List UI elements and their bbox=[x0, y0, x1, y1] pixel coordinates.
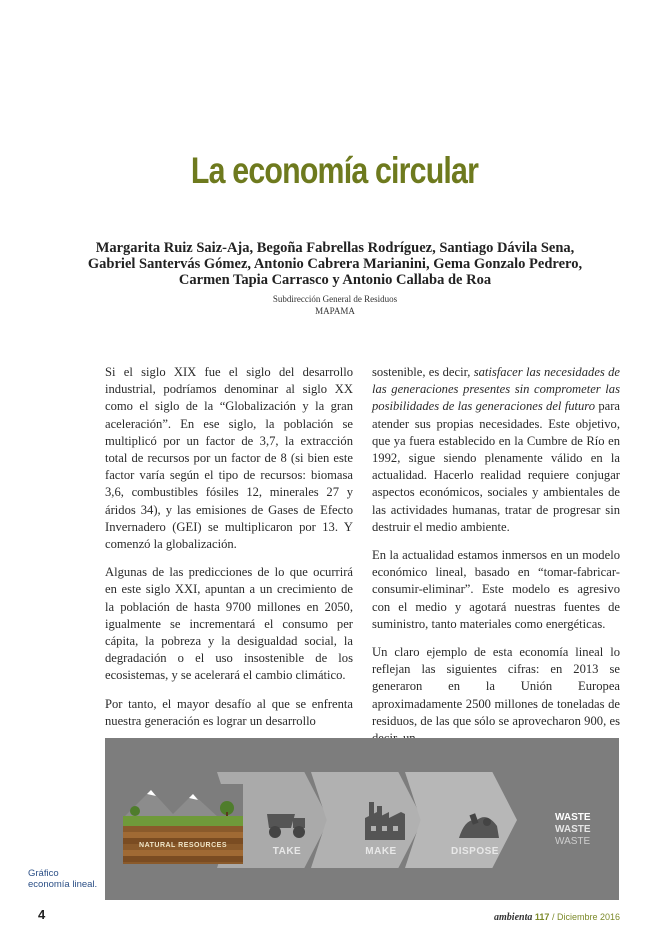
footer-separator: / bbox=[551, 912, 555, 922]
magazine-name: ambienta bbox=[494, 912, 533, 923]
body-column-right bbox=[372, 364, 620, 758]
factory-icon bbox=[365, 802, 405, 840]
definition-italic: satisfacer las necesidades de las generaciones presentes sin comprometer las posibilidades de las generaciones del futuro bbox=[372, 365, 620, 414]
paragraph: Algunas de las predicciones de lo que ocurrirá en este siglo XXI, apuntan a un crecimiento de la población de hasta 9700 millones en 2050, igualmente se incrementará el consumo per cápita, la pobreza y la desigualdad social, la degradación o el uso insostenible de los ecosistemas, y se acelerará el cambio climático. bbox=[105, 565, 353, 683]
organization: MAPAMA bbox=[315, 306, 355, 316]
paragraph-text: para atender sus propias necesidades. Este objetivo, que ya fuera establecido en la Cumbre de Río en 1992, sigue siendo plenamente válido en la actualidad. Hacerlo realidad requiere conjugar aspectos económicos, sociales y ambientales de las actividades humanas, tratar de progresar sin destruir el medio ambiente. bbox=[372, 399, 620, 534]
make-label: MAKE bbox=[365, 846, 397, 857]
dump-truck-icon bbox=[265, 808, 309, 840]
article-title: La economía circular bbox=[190, 150, 479, 191]
paragraph bbox=[372, 364, 620, 536]
natural-resources-illustration bbox=[123, 784, 243, 864]
garbage-pile-icon bbox=[457, 808, 501, 840]
affiliation: Subdirección General de Residuos bbox=[272, 294, 398, 304]
grass-layer bbox=[123, 816, 243, 826]
authors-block bbox=[60, 240, 610, 288]
page-number: 4 bbox=[38, 907, 46, 922]
paragraph: Si el siglo XIX fue el siglo del desarrollo industrial, podríamos denominar al siglo XX como el siglo de la “Globalización y la gran aceleración”. En ese siglo, la población se multiplicó por un factor de 3,7, la extracción total de recursos por un factor de 8 (si bien este factor varía según el tipo de recursos: biomasa 3,6, combustibles fósiles 12, minerales 27 y áridos 34), y las emisiones de Gases de Efecto Invernadero (GEI) se multiplicaron por 13. Y comenzó la globalización. bbox=[105, 365, 353, 552]
linear-economy-graphic bbox=[105, 738, 619, 900]
waste-label: WASTE bbox=[555, 812, 591, 823]
footer bbox=[480, 912, 620, 923]
waste-stack bbox=[555, 812, 615, 848]
body-column-left bbox=[105, 364, 353, 741]
paragraph-text: sostenible, es decir, bbox=[372, 365, 474, 379]
figure-caption: Gráfico economía lineal. bbox=[28, 868, 98, 890]
issue-number: 117 bbox=[534, 912, 550, 922]
paragraph: Un claro ejemplo de esta economía lineal lo reflejan las siguientes cifras: en 2013 se generaron en la Unión Europea aproximadamente 2500 millones de toneladas de residuos, de las que sólo se aprovecharon 900, es bbox=[372, 645, 620, 728]
waste-label: WASTE bbox=[555, 836, 591, 847]
authors-line: Carmen Tapia Carrasco y Antonio Callaba de Roa bbox=[178, 272, 492, 288]
authors-line: Gabriel Santervás Gómez, Antonio Cabrera Marianini, Gema Gonzalo Pedrero, bbox=[87, 256, 583, 272]
affiliation-block bbox=[60, 293, 610, 317]
natural-resources-label: NATURAL RESOURCES bbox=[139, 842, 227, 849]
take-label: TAKE bbox=[272, 846, 302, 857]
waste-label: WASTE bbox=[555, 824, 591, 835]
paragraph: En la actualidad estamos inmersos en un modelo económico lineal, basado en “tomar-fabricar-consumir-eliminar”. Este modelo es agresivo con el medio y agotará nuestras fuentes de suministro, tanto materiales como energéticas. bbox=[372, 548, 620, 631]
dispose-label: DISPOSE bbox=[451, 846, 499, 857]
authors-line: Margarita Ruiz Saiz-Aja, Begoña Fabrellas Rodríguez, Santiago Dávila Sena, bbox=[95, 240, 575, 256]
issue-date: Diciembre 2016 bbox=[556, 912, 620, 922]
paragraph: Por tanto, el mayor desafío al que se enfrenta nuestra generación es lograr un desarrollo bbox=[105, 696, 353, 728]
